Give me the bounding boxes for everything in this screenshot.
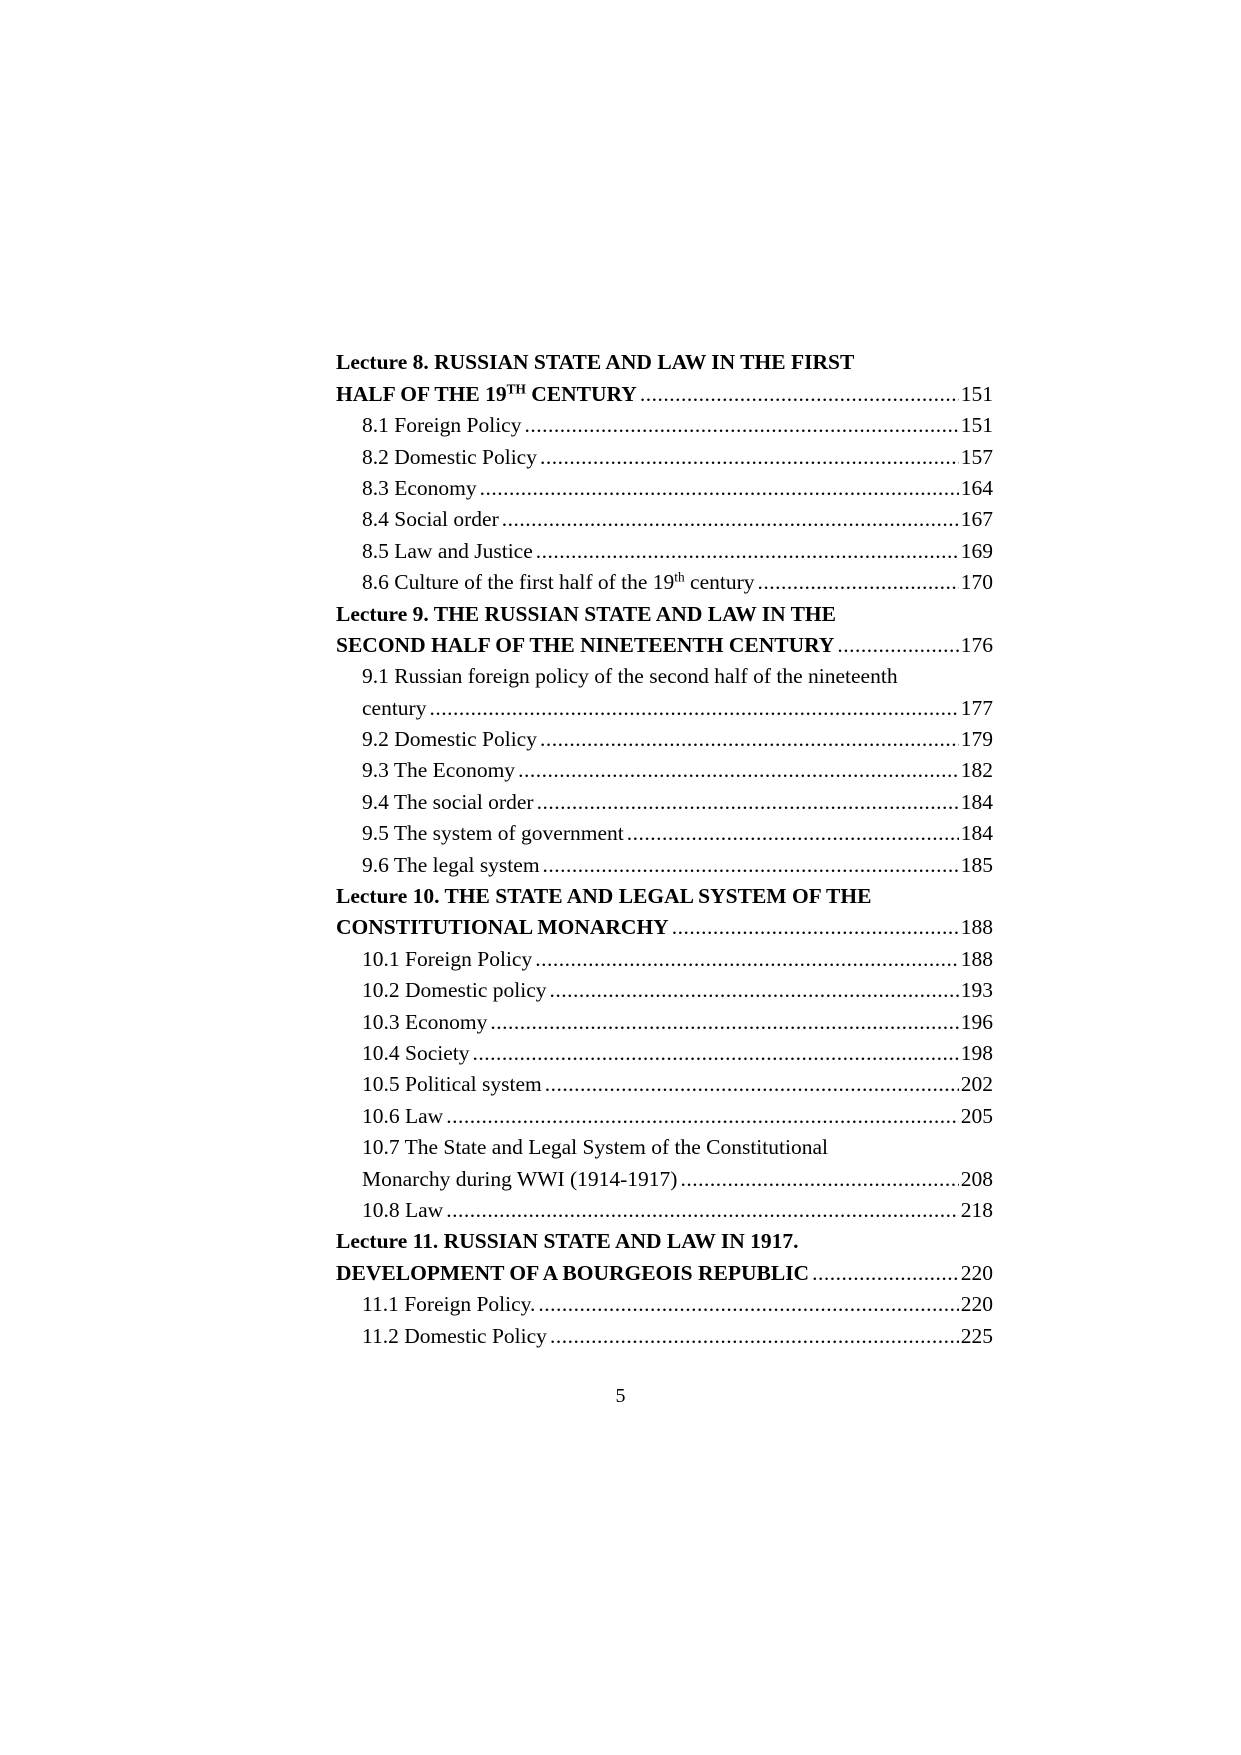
toc-entry-page: 151 <box>960 413 993 438</box>
toc-entry <box>336 972 993 1003</box>
toc-entry <box>336 564 993 595</box>
toc-entry-page: 182 <box>960 758 993 783</box>
toc-entry <box>336 1035 993 1066</box>
dot-leader <box>550 1324 959 1349</box>
toc-entry <box>336 752 993 783</box>
toc-entry <box>336 815 993 846</box>
lecture-10-heading-line1 <box>336 878 993 909</box>
toc-entry-title: 10.5 Political system <box>362 1072 542 1097</box>
toc-entry <box>336 783 993 814</box>
toc-entry-page: 198 <box>960 1040 993 1065</box>
toc-entry <box>336 940 993 971</box>
lecture-8-title-superscript: TH <box>506 381 526 397</box>
toc-entry <box>336 1066 993 1097</box>
lecture-8-title-line2 <box>336 382 637 407</box>
toc-entry-title: 8.5 Law and Justice <box>362 538 533 563</box>
lecture-10-title-line1: Lecture 10. THE STATE AND LEGAL SYSTEM OF THE <box>336 884 872 909</box>
toc-entry-title: 9.4 The social order <box>362 789 534 814</box>
toc-entry-title: Monarchy during WWI (1914-1917) <box>362 1166 678 1191</box>
dot-leader <box>672 915 959 940</box>
toc-entry <box>336 407 993 438</box>
toc-entry-title: 9.5 The system of government <box>362 821 624 846</box>
dot-leader <box>490 1010 958 1035</box>
toc-entry-page: 202 <box>960 1072 993 1097</box>
toc-entry <box>336 501 993 532</box>
lecture-8-page-number: 151 <box>960 381 993 406</box>
dot-leader <box>480 476 959 501</box>
dot-leader <box>812 1261 959 1286</box>
toc-entry-page: 188 <box>960 946 993 971</box>
toc-entry <box>336 721 993 752</box>
toc-entry-page: 225 <box>960 1323 993 1348</box>
lecture-11-heading-line2 <box>336 1254 993 1285</box>
dot-leader <box>540 727 959 752</box>
lecture-9-heading-line1 <box>336 595 993 626</box>
toc-entry-title: 11.2 Domestic Policy <box>362 1323 547 1348</box>
toc-entry <box>336 1097 993 1128</box>
table-of-contents <box>336 344 993 1349</box>
toc-entry-line1 <box>336 1129 993 1160</box>
toc-entry <box>336 532 993 563</box>
toc-entry-title: 9.2 Domestic Policy <box>362 727 537 752</box>
lecture-8-title-line1: Lecture 8. RUSSIAN STATE AND LAW IN THE FIRST <box>336 350 855 375</box>
dot-leader <box>550 978 959 1003</box>
toc-entry <box>336 1317 993 1348</box>
toc-entry-page: 164 <box>960 475 993 500</box>
toc-entry <box>336 438 993 469</box>
lecture-8-title-part: HALF OF THE 19 <box>336 381 507 406</box>
toc-entry <box>336 470 993 501</box>
toc-entry-page: 179 <box>960 727 993 752</box>
dot-leader <box>524 413 958 438</box>
toc-entry-title <box>362 570 755 595</box>
toc-entry-page: 184 <box>960 821 993 846</box>
toc-entry-page: 220 <box>960 1292 993 1317</box>
toc-entry-title: 11.1 Foreign Policy. <box>362 1292 536 1317</box>
toc-entry-title-part: century <box>684 570 755 595</box>
lecture-8-heading-line1 <box>336 344 993 375</box>
toc-entry-page: 170 <box>960 570 993 595</box>
dot-leader <box>837 633 958 658</box>
lecture-10-title-line2: CONSTITUTIONAL MONARCHY <box>336 915 669 940</box>
dot-leader <box>537 790 959 815</box>
toc-entry-title: 9.1 Russian foreign policy of the second half of the nineteenth <box>362 664 898 689</box>
toc-entry-page: 177 <box>960 695 993 720</box>
lecture-9-title-line2: SECOND HALF OF THE NINETEENTH CENTURY <box>336 632 835 657</box>
toc-entry-page: 193 <box>960 978 993 1003</box>
dot-leader <box>446 1198 959 1223</box>
toc-entry-title-part: 8.6 Culture of the first half of the 19 <box>362 570 675 595</box>
dot-leader <box>538 1292 958 1317</box>
lecture-11-title-line1: Lecture 11. RUSSIAN STATE AND LAW IN 1917. <box>336 1229 799 1254</box>
toc-entry-page: 205 <box>960 1103 993 1128</box>
dot-leader <box>543 853 959 878</box>
lecture-10-heading-line2 <box>336 909 993 940</box>
dot-leader <box>502 507 959 532</box>
toc-entry-page: 184 <box>960 789 993 814</box>
dot-leader <box>518 758 959 783</box>
toc-entry-title: 10.2 Domestic policy <box>362 978 547 1003</box>
lecture-11-heading-line1 <box>336 1223 993 1254</box>
toc-entry-title: 10.6 Law <box>362 1103 444 1128</box>
dot-leader <box>446 1104 959 1129</box>
lecture-11-title-line2: DEVELOPMENT OF A BOURGEOIS REPUBLIC <box>336 1260 810 1285</box>
lecture-9-title-line1: Lecture 9. THE RUSSIAN STATE AND LAW IN THE <box>336 601 836 626</box>
toc-entry-page: 167 <box>960 507 993 532</box>
toc-entry-title: 8.4 Social order <box>362 507 499 532</box>
lecture-9-page-number: 176 <box>960 632 993 657</box>
toc-entry <box>336 1160 993 1191</box>
dot-leader <box>545 1072 959 1097</box>
dot-leader <box>535 947 959 972</box>
toc-entry-page: 169 <box>960 538 993 563</box>
lecture-9-heading-line2 <box>336 627 993 658</box>
toc-entry <box>336 846 993 877</box>
toc-entry-line1 <box>336 658 993 689</box>
dot-leader <box>540 445 959 470</box>
lecture-8-heading-line2 <box>336 375 993 406</box>
dot-leader <box>640 382 959 407</box>
dot-leader <box>473 1041 959 1066</box>
toc-entry-title: 10.1 Foreign Policy <box>362 946 533 971</box>
dot-leader <box>429 696 958 721</box>
toc-entry-page: 218 <box>960 1197 993 1222</box>
toc-entry-title: 9.3 The Economy <box>362 758 516 783</box>
lecture-8-title-part: CENTURY <box>525 381 637 406</box>
toc-entry-page: 185 <box>960 852 993 877</box>
lecture-10-page-number: 188 <box>960 915 993 940</box>
toc-entry-title: 8.1 Foreign Policy <box>362 413 522 438</box>
toc-entry-title: 8.3 Economy <box>362 475 477 500</box>
toc-entry-page: 157 <box>960 444 993 469</box>
dot-leader <box>680 1167 958 1192</box>
toc-entry-title: 8.2 Domestic Policy <box>362 444 537 469</box>
dot-leader <box>536 539 959 564</box>
toc-entry <box>336 689 993 720</box>
toc-entry-title: 9.6 The legal system <box>362 852 540 877</box>
toc-entry-title: 10.4 Society <box>362 1040 470 1065</box>
toc-entry-title: 10.3 Economy <box>362 1009 488 1034</box>
dot-leader <box>627 821 959 846</box>
toc-entry-page: 196 <box>960 1009 993 1034</box>
dot-leader <box>758 570 959 595</box>
toc-entry <box>336 1192 993 1223</box>
lecture-11-page-number: 220 <box>960 1260 993 1285</box>
toc-entry-title: 10.7 The State and Legal System of the Constitutional <box>362 1135 828 1160</box>
toc-entry-title: 10.8 Law <box>362 1197 444 1222</box>
toc-entry-title: century <box>362 695 427 720</box>
toc-entry <box>336 1286 993 1317</box>
toc-entry-page: 208 <box>960 1166 993 1191</box>
toc-entry <box>336 1003 993 1034</box>
toc-entry-superscript: th <box>674 569 685 585</box>
page-number: 5 <box>615 1385 626 1407</box>
